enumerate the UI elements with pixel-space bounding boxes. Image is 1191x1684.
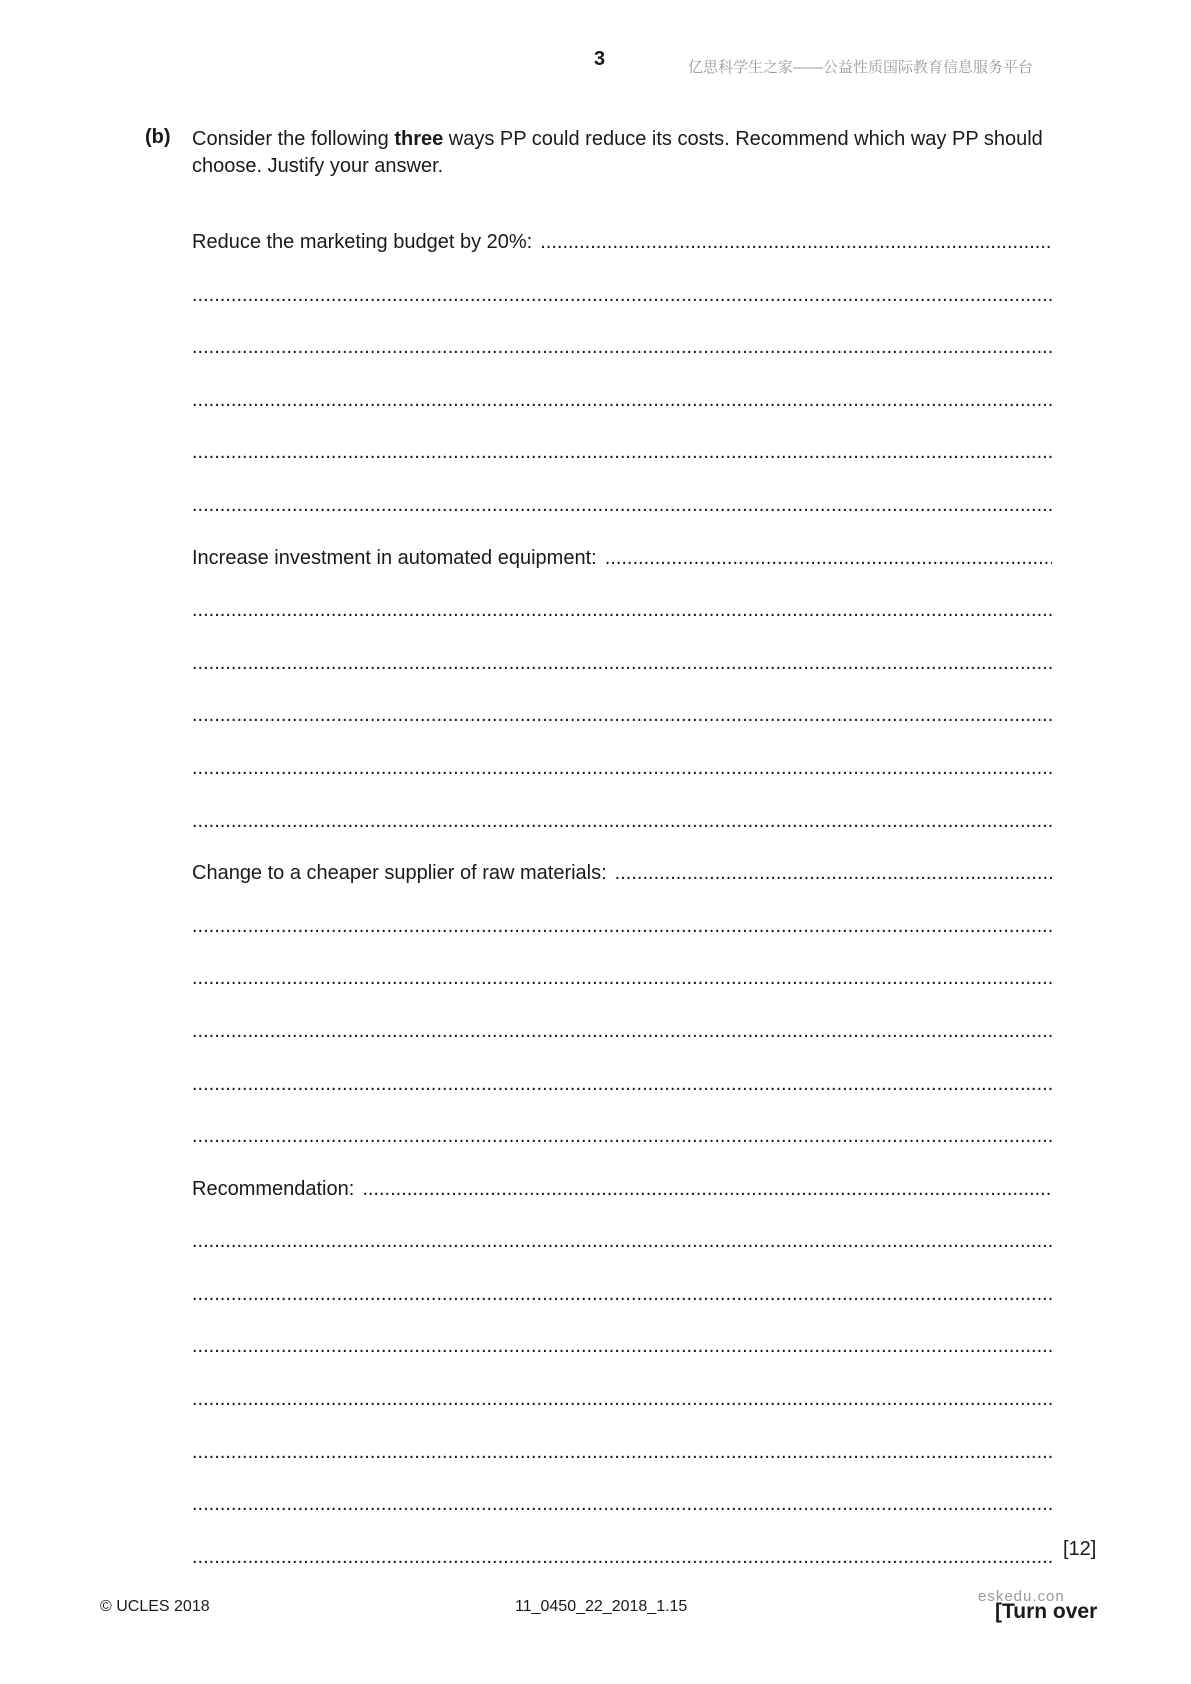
- answer-line-labeled[interactable]: [192, 230, 1052, 283]
- section-label-recommendation: Recommendation:: [192, 1177, 355, 1200]
- dotted-line: [192, 1387, 1052, 1411]
- dotted-line: [192, 440, 1052, 464]
- dotted-line: [362, 1177, 1052, 1201]
- answer-line[interactable]: [192, 1019, 1052, 1072]
- dotted-line: [192, 1019, 1052, 1043]
- dotted-line: [192, 1334, 1052, 1358]
- dotted-line: [192, 1545, 1052, 1569]
- section-label-automation: Increase investment in automated equipment:: [192, 546, 597, 569]
- dotted-line: [192, 388, 1052, 412]
- question-text-end: ways PP could reduce its costs. Recommend which way PP should choose. Justify your answer.: [192, 128, 1043, 177]
- dotted-line: [192, 1492, 1052, 1516]
- dotted-line: [615, 861, 1052, 885]
- answer-line[interactable]: [192, 1492, 1052, 1545]
- dotted-line: [192, 809, 1052, 833]
- answer-line[interactable]: [192, 1334, 1052, 1387]
- dotted-line: [192, 651, 1052, 675]
- answer-line-labeled[interactable]: [192, 861, 1052, 914]
- dotted-line: [192, 1229, 1052, 1253]
- answer-line[interactable]: [192, 440, 1052, 493]
- answer-line[interactable]: [192, 1440, 1052, 1493]
- dotted-line: [192, 283, 1052, 307]
- dotted-line: [192, 1440, 1052, 1464]
- dotted-line: [192, 1282, 1052, 1306]
- answer-line[interactable]: [192, 1072, 1052, 1125]
- answer-line[interactable]: [192, 283, 1052, 336]
- question-label: (b): [145, 126, 171, 148]
- dotted-line: [192, 598, 1052, 622]
- dotted-line: [192, 756, 1052, 780]
- watermark-top: 亿思科学生之家——公益性质国际教育信息服务平台: [688, 59, 1034, 76]
- answer-line[interactable]: [192, 1282, 1052, 1335]
- dotted-line: [192, 335, 1052, 359]
- dotted-line: [540, 230, 1052, 254]
- answer-line[interactable]: [192, 1229, 1052, 1282]
- answer-line[interactable]: [192, 1124, 1052, 1177]
- answer-line[interactable]: [192, 914, 1052, 967]
- section-label-supplier: Change to a cheaper supplier of raw materials:: [192, 862, 607, 885]
- dotted-line: [192, 914, 1052, 938]
- footer-copyright: © UCLES 2018: [100, 1598, 210, 1615]
- answer-line[interactable]: [192, 388, 1052, 441]
- answer-line[interactable]: [192, 335, 1052, 388]
- dotted-line: [192, 1072, 1052, 1096]
- answer-line[interactable]: [192, 651, 1052, 704]
- question-text: [192, 126, 1082, 180]
- question-text-bold: three: [394, 128, 444, 150]
- question-text-start: Consider the following: [192, 128, 395, 150]
- answer-line-labeled[interactable]: [192, 1177, 1052, 1230]
- answer-line[interactable]: [192, 493, 1052, 546]
- answer-line[interactable]: [192, 756, 1052, 809]
- answer-line[interactable]: [192, 966, 1052, 1019]
- answer-area: [192, 230, 1052, 1597]
- answer-line[interactable]: [192, 1545, 1052, 1598]
- answer-line[interactable]: [192, 1387, 1052, 1440]
- marks-indicator: [12]: [1063, 1538, 1097, 1560]
- dotted-line: [192, 703, 1052, 727]
- dotted-line: [192, 493, 1052, 517]
- answer-line[interactable]: [192, 703, 1052, 756]
- answer-line[interactable]: [192, 809, 1052, 862]
- turn-over-label: [Turn over: [995, 1600, 1098, 1623]
- watermark-bottom: eskedu.con: [978, 1588, 1065, 1605]
- dotted-line: [192, 966, 1052, 990]
- answer-line[interactable]: [192, 598, 1052, 651]
- page-number: 3: [594, 48, 606, 70]
- section-label-marketing: Reduce the marketing budget by 20%:: [192, 231, 533, 253]
- dotted-line: [605, 546, 1052, 570]
- answer-line-labeled[interactable]: [192, 546, 1052, 599]
- dotted-line: [192, 1124, 1052, 1148]
- footer-code: 11_0450_22_2018_1.15: [515, 1598, 688, 1615]
